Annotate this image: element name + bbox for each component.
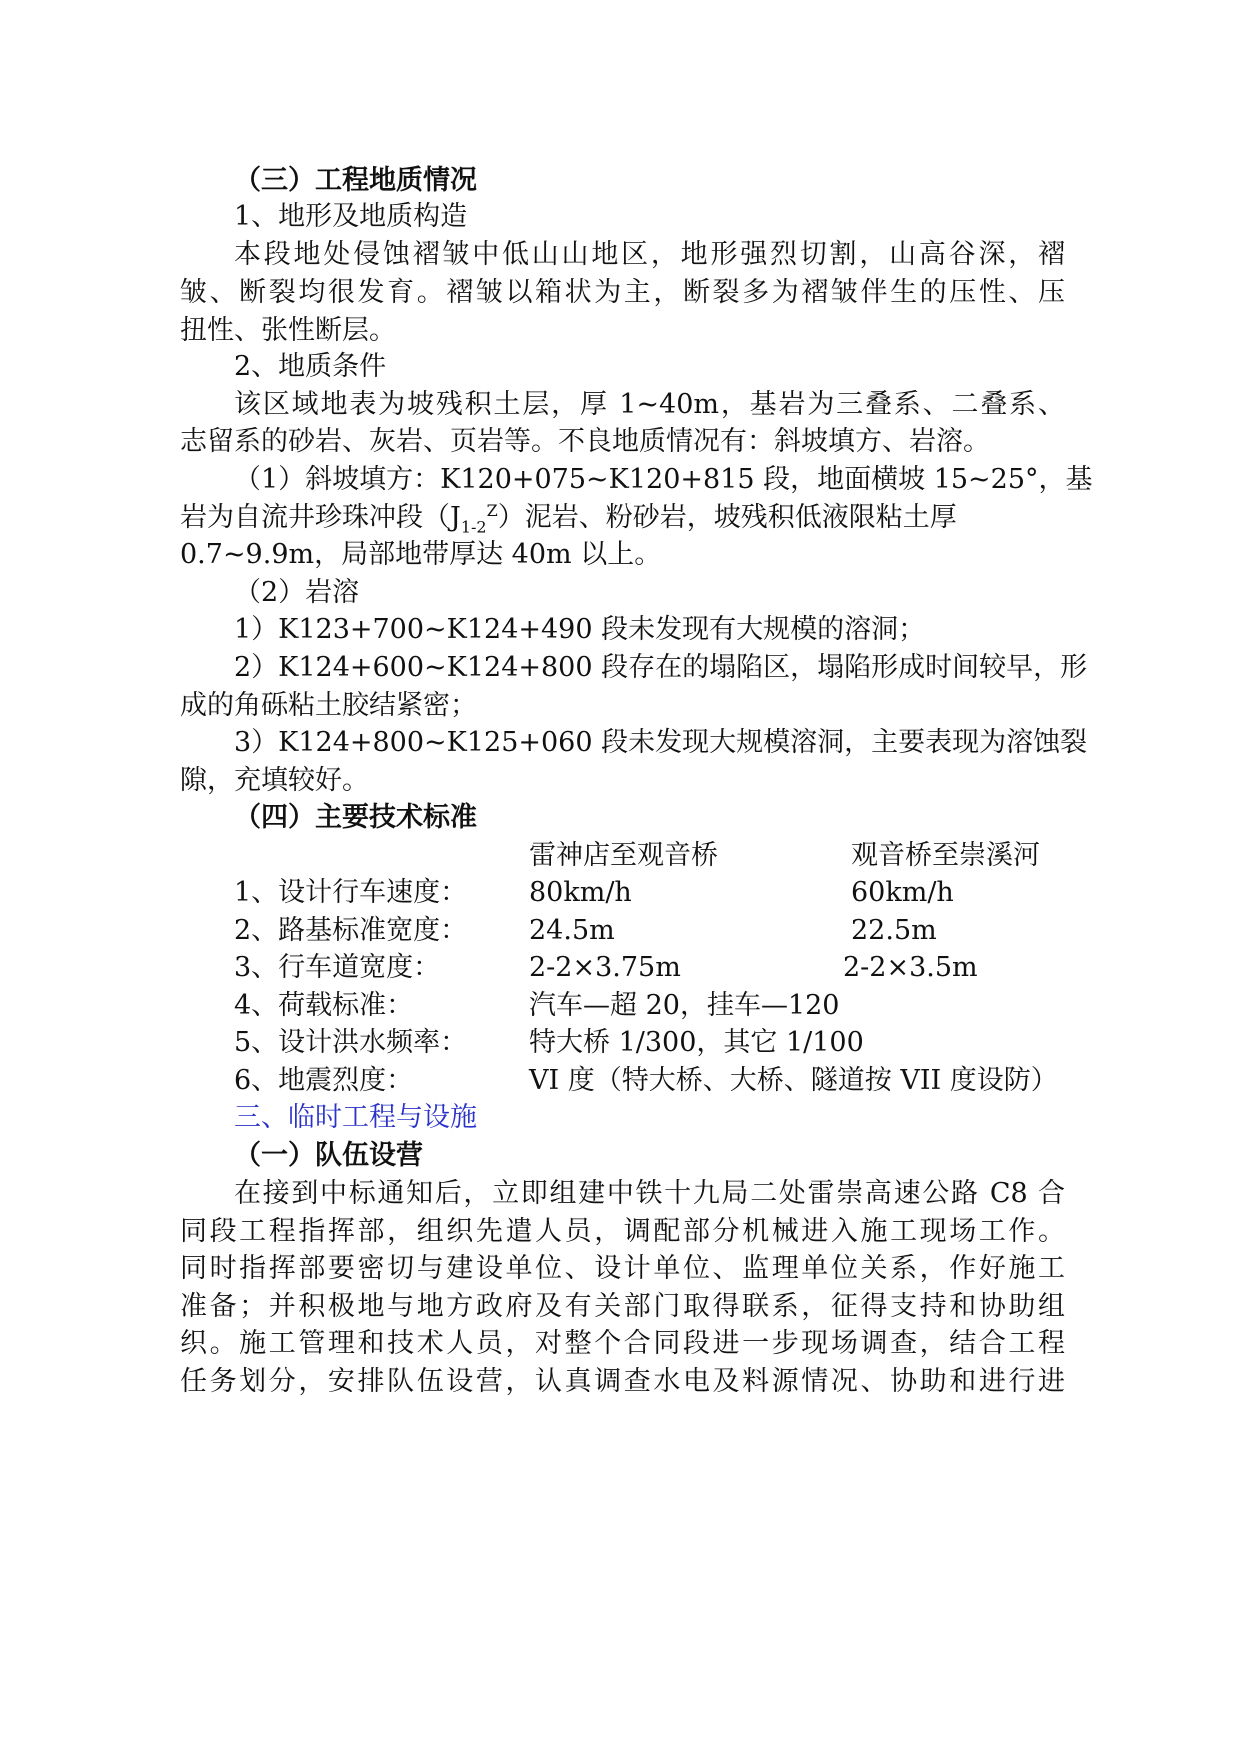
item-slope-fill-line: （1）斜坡填方：K120+075~K120+815 段，地面横坡 15~25°，基: [234, 464, 1093, 495]
standard-label: 3、行车道宽度：: [234, 952, 441, 983]
standard-label: 2、路基标准宽度：: [234, 915, 468, 946]
paragraph-line: 同时指挥部要密切与建设单位、设计单位、监理单位关系，作好施工: [180, 1253, 1065, 1284]
section-heading-geology: （三）工程地质情况: [234, 165, 477, 196]
karst-item-3: 隙，充填较好。: [180, 765, 369, 796]
paragraph-line: 在接到中标通知后，立即组建中铁十九局二处雷崇高速公路 C8 合: [234, 1178, 1065, 1209]
item-slope-fill-line: 岩为自流井珍珠冲段$(J_{1-2}^Z)$泥岩、粉砂岩，坡残积低液限粘土厚: [180, 501, 957, 537]
standard-value-b: 60km/h: [851, 877, 954, 908]
karst-item-2: 2）K124+600~K124+800 段存在的塌陷区，塌陷形成时间较早，形: [234, 652, 1088, 683]
section-heading-camp: （一）队伍设营: [234, 1140, 423, 1171]
standard-value-a: VI 度（特大桥、大桥、隧道按 VII 度设防）: [529, 1065, 1058, 1096]
column-header-a: 雷神店至观音桥: [529, 840, 718, 871]
paragraph-line: 同段工程指挥部，组织先遣人员，调配部分机械进入施工现场工作。: [180, 1216, 1065, 1247]
standard-label: 4、荷载标准：: [234, 990, 414, 1021]
paragraph-line: 任务划分，安排队伍设营，认真调查水电及料源情况、协助和进行进: [180, 1366, 1065, 1397]
standard-value-a: 24.5m: [529, 915, 615, 946]
paragraph-line: 本段地处侵蚀褶皱中低山山地区，地形强烈切割，山高谷深，褶: [234, 239, 1065, 270]
standard-label: 6、地震烈度：: [234, 1065, 414, 1096]
paragraph-line: 织。施工管理和技术人员，对整个合同段进一步现场调查，结合工程: [180, 1328, 1065, 1359]
item-karst: （2）岩溶: [234, 577, 360, 608]
standard-value-b: 2-2×3.5m: [843, 952, 978, 983]
paragraph-line: 志留系的砂岩、灰岩、页岩等。不良地质情况有：斜坡填方、岩溶。: [180, 426, 990, 457]
subheading-geology-conditions: 2、地质条件: [234, 351, 387, 382]
section-heading-standards: （四）主要技术标准: [234, 802, 477, 833]
standard-label: 5、设计洪水频率：: [234, 1027, 468, 1058]
standard-label: 1、设计行车速度：: [234, 877, 468, 908]
karst-item-3: 3）K124+800~K125+060 段未发现大规模溶洞，主要表现为溶蚀裂: [234, 727, 1088, 758]
standard-value-a: 特大桥 1/300，其它 1/100: [529, 1027, 864, 1058]
paragraph-line: 该区域地表为坡残积土层，厚 1~40m，基岩为三叠系、二叠系、: [234, 389, 1065, 420]
paragraph-line: 准备；并积极地与地方政府及有关部门取得联系，征得支持和协助组: [180, 1291, 1065, 1322]
paragraph-line: 皱、断裂均很发育。褶皱以箱状为主，断裂多为褶皱伴生的压性、压: [180, 277, 1065, 308]
karst-item-2: 成的角砾粘土胶结紧密；: [180, 690, 477, 721]
karst-item-1: 1）K123+700~K124+490 段未发现有大规模的溶洞；: [234, 614, 926, 645]
paragraph-line: 扭性、张性断层。: [180, 315, 396, 346]
standard-value-a: 2-2×3.75m: [529, 952, 681, 983]
standard-value-b: 22.5m: [851, 915, 937, 946]
toc-link-temporary-works[interactable]: 三、临时工程与设施: [234, 1102, 477, 1133]
column-header-b: 观音桥至崇溪河: [851, 840, 1040, 871]
item-slope-fill-line: 0.7~9.9m，局部地带厚达 40m 以上。: [180, 539, 662, 570]
standard-value-a: 汽车—超 20，挂车—120: [529, 990, 840, 1021]
subheading-terrain: 1、地形及地质构造: [234, 201, 468, 232]
standard-value-a: 80km/h: [529, 877, 632, 908]
